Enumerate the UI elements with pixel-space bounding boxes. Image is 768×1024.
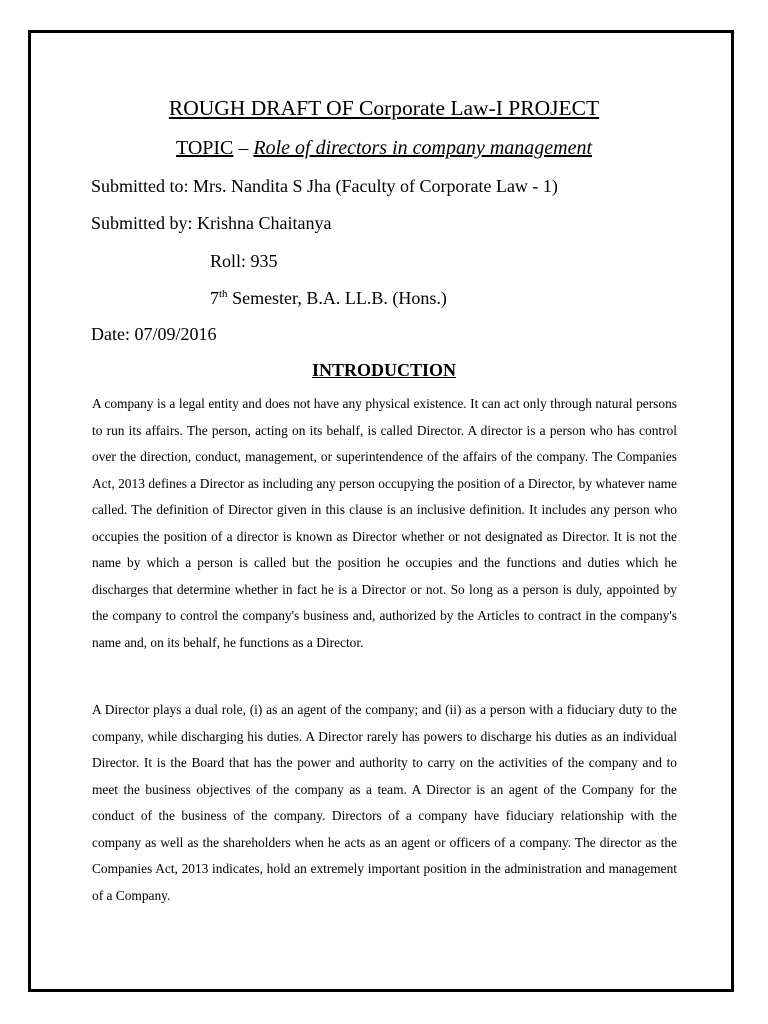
topic-text: Role of directors in company management — [253, 137, 593, 159]
semester-suffix: th — [219, 288, 228, 300]
topic-line — [0, 135, 768, 161]
submitted-to: Submitted to: Mrs. Nandita S Jha (Faculty of Corporate Law - 1) — [91, 176, 558, 196]
paragraph-2: A Director plays a dual role, (i) as an agent of the company; and (ii) as a person with a fiduciary duty to the company, while discharging his duties. A Director rarely has powers to discharge his duties as an individual Director. It is the Board that has the power and authority to carry on the activities of the company and to meet the business objectives of the company as a team. A Director is an agent of the Company for the conduct of the business of the company. Directors of a company have fiduciary relationship with the company as well as the shareholders when he acts as an agent or officers of a company. The director as the Companies Act, 2013 indicates, hold an extremely important position in the administration and management of a Company. — [92, 702, 677, 903]
roll-number: Roll: 935 — [210, 251, 278, 271]
topic-dash: – — [233, 137, 254, 159]
date-line: Date: 07/09/2016 — [91, 324, 217, 344]
submitted-by: Submitted by: Krishna Chaitanya — [91, 213, 332, 233]
topic-label: TOPIC — [175, 137, 234, 159]
section-heading-introduction: INTRODUCTION — [311, 360, 457, 380]
semester-line — [210, 286, 447, 310]
document-title: ROUGH DRAFT OF Corporate Law-I PROJECT — [168, 96, 600, 120]
semester-text: Semester, B.A. LL.B. (Hons.) — [227, 288, 447, 308]
paragraph-1: A company is a legal entity and does not have any physical existence. It can act only through natural persons to run its affairs. The person, acting on its behalf, is called Director. A director is a person who has control over the direction, conduct, management, or superintendence of the affairs of the company. The Companies Act, 2013 defines a Director as including any person occupying the position of a Director, by whatever name called. The definition of Director given in this clause is an inclusive definition. It includes any person who occupies the position of a director is known as Director whether or not designated as Director. It is not the name by which a person is called but the position he occupies and the functions and duties which he discharges that determine whether in fact he is a Director or not. So long as a person is duly, appointed by the company to control the company's business and, authorized by the Articles to contract in the company's name and, on its behalf, he functions as a Director. — [92, 396, 677, 650]
semester-number: 7 — [210, 288, 219, 308]
